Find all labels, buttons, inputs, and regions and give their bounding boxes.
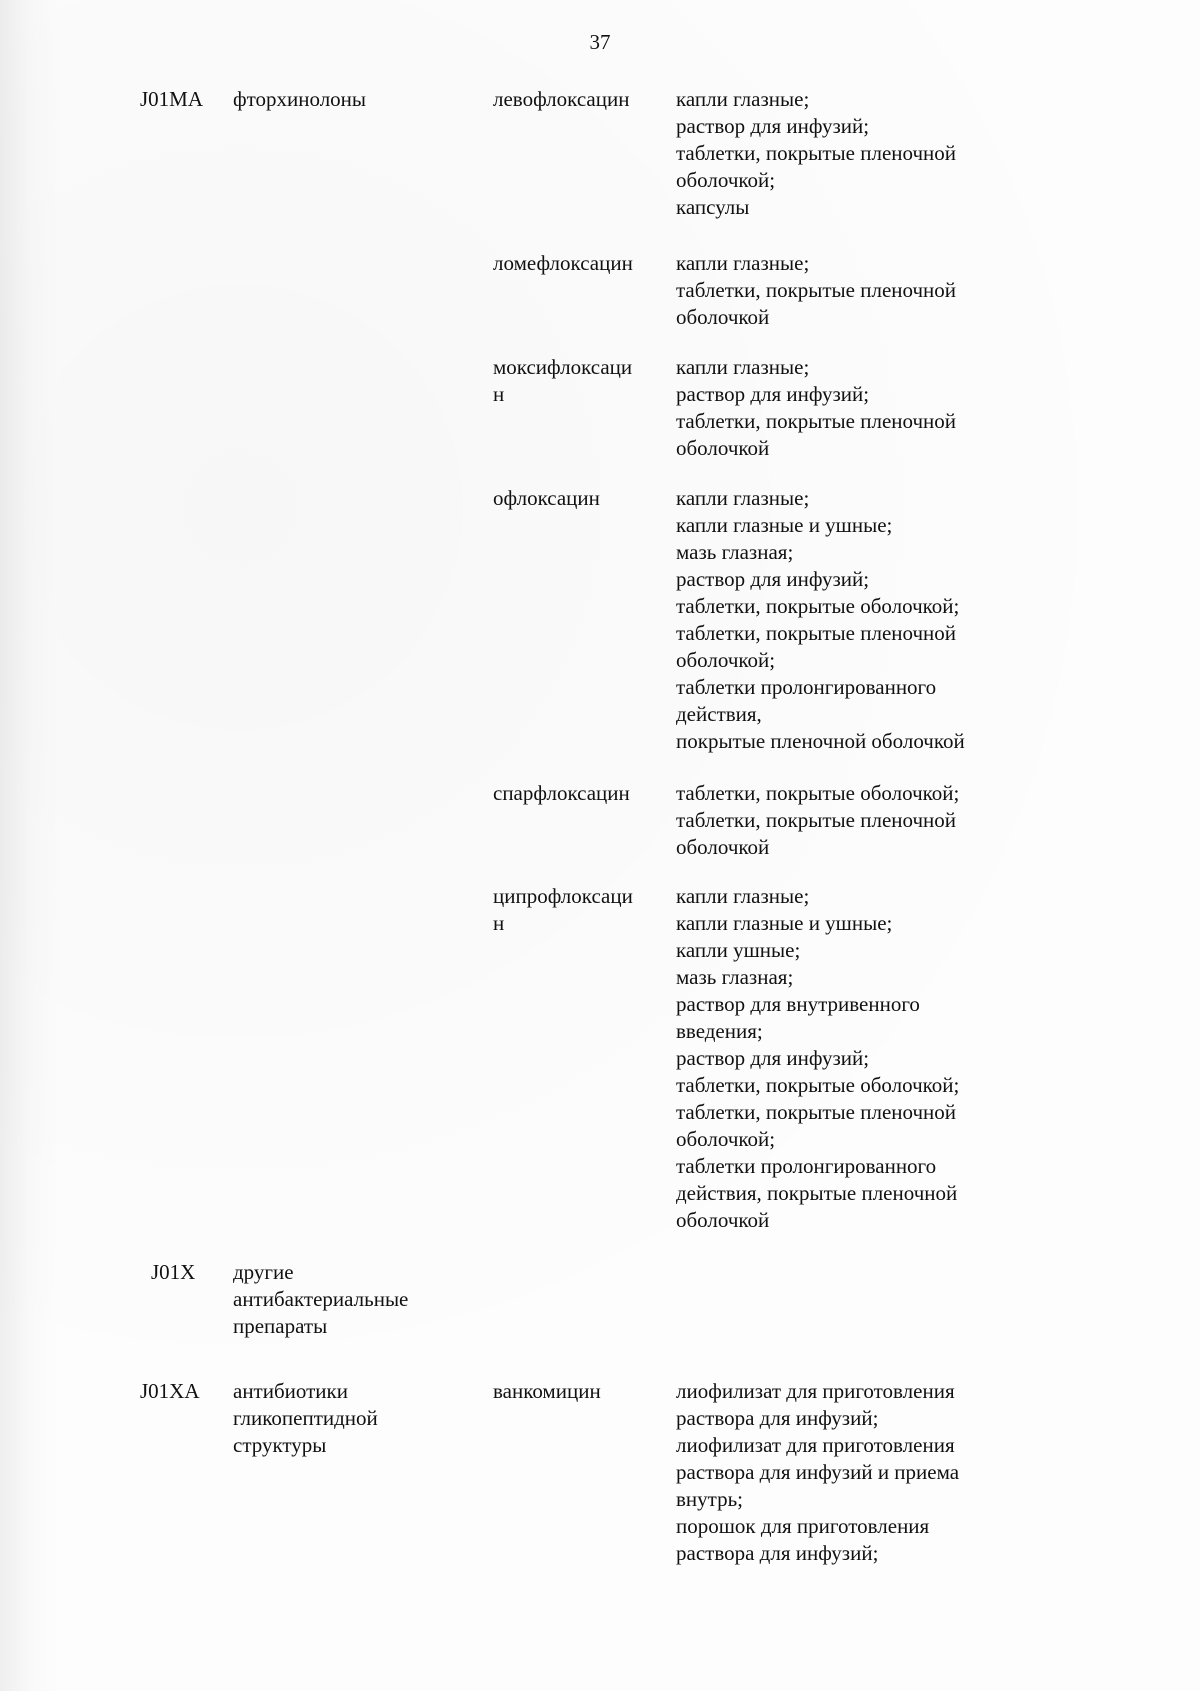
dosage-form-line: раствор для инфузий; <box>676 567 870 591</box>
substance-line: ванкомицин <box>493 1379 601 1403</box>
dosage-forms <box>676 485 1036 755</box>
dosage-form-line: оболочкой; <box>676 648 776 672</box>
substance-name <box>493 485 673 512</box>
dosage-form-line: таблетки, покрытые пленочной <box>676 278 957 302</box>
dosage-form-line: введения; <box>676 1019 763 1043</box>
dosage-form-line: капли глазные; <box>676 251 810 275</box>
substance-name <box>493 354 673 408</box>
dosage-form-line: таблетки, покрытые оболочкой; <box>676 1073 960 1097</box>
dosage-form-line: капли глазные; <box>676 486 810 510</box>
group-line: фторхинолоны <box>233 87 367 111</box>
atc-code: J01XA <box>140 1379 200 1403</box>
dosage-form-line: оболочкой <box>676 305 770 329</box>
dosage-form-line: оболочкой; <box>676 168 776 192</box>
page-number: 37 <box>589 30 611 54</box>
substance-name <box>493 250 673 277</box>
substance-line: ломефлоксацин <box>493 251 633 275</box>
dosage-form-line: оболочкой <box>676 835 770 859</box>
dosage-form-line: капли глазные; <box>676 87 810 111</box>
substance-line: ципрофлоксаци <box>493 884 633 908</box>
group-line: гликопептидной <box>233 1406 378 1430</box>
atc-group-name <box>233 1259 473 1340</box>
dosage-forms <box>676 86 1036 221</box>
substance-line: н <box>493 382 505 406</box>
dosage-forms <box>676 250 1036 331</box>
group-line: другие <box>233 1260 294 1284</box>
dosage-form-line: таблетки, покрытые оболочкой; <box>676 781 960 805</box>
group-line: антибактериальные <box>233 1287 409 1311</box>
dosage-form-line: действия, покрытые пленочной <box>676 1181 958 1205</box>
dosage-form-line: оболочкой; <box>676 1127 776 1151</box>
dosage-form-line: капли глазные; <box>676 355 810 379</box>
atc-code: J01X <box>151 1260 196 1284</box>
dosage-form-line: капли глазные; <box>676 884 810 908</box>
dosage-form-line: покрытые пленочной оболочкой <box>676 729 965 753</box>
dosage-form-line: таблетки, покрытые пленочной <box>676 141 957 165</box>
atc-group-name <box>233 1378 473 1459</box>
dosage-form-line: капли глазные и ушные; <box>676 911 893 935</box>
substance-line: моксифлоксаци <box>493 355 633 379</box>
substance-name <box>493 883 673 937</box>
substance-line: левофлоксацин <box>493 87 630 111</box>
dosage-form-line: капсулы <box>676 195 750 219</box>
group-line: антибиотики <box>233 1379 348 1403</box>
dosage-form-line: раствор для инфузий; <box>676 114 870 138</box>
group-line: препараты <box>233 1314 328 1338</box>
dosage-form-line: порошок для приготовления <box>676 1514 930 1538</box>
dosage-form-line: раствора для инфузий и приема <box>676 1460 960 1484</box>
dosage-form-line: внутрь; <box>676 1487 743 1511</box>
substance-line: офлоксацин <box>493 486 600 510</box>
atc-group-name <box>233 86 473 113</box>
dosage-form-line: лиофилизат для приготовления <box>676 1433 955 1457</box>
dosage-form-line: раствора для инфузий; <box>676 1406 879 1430</box>
dosage-form-line: действия, <box>676 702 762 726</box>
substance-name <box>493 1378 673 1405</box>
atc-code: J01MA <box>140 87 204 111</box>
substance-line: н <box>493 911 505 935</box>
dosage-form-line: мазь глазная; <box>676 965 794 989</box>
dosage-form-line: раствор для инфузий; <box>676 382 870 406</box>
dosage-form-line: таблетки, покрытые пленочной <box>676 621 957 645</box>
dosage-form-line: оболочкой <box>676 436 770 460</box>
dosage-form-line: раствор для инфузий; <box>676 1046 870 1070</box>
dosage-form-line: капли глазные и ушные; <box>676 513 893 537</box>
dosage-form-line: таблетки пролонгированного <box>676 675 937 699</box>
substance-name <box>493 86 673 113</box>
dosage-forms <box>676 780 1036 861</box>
dosage-form-line: таблетки пролонгированного <box>676 1154 937 1178</box>
dosage-forms <box>676 354 1036 462</box>
dosage-form-line: таблетки, покрытые оболочкой; <box>676 594 960 618</box>
substance-line: спарфлоксацин <box>493 781 630 805</box>
dosage-forms <box>676 1378 1036 1567</box>
substance-name <box>493 780 673 807</box>
dosage-form-line: таблетки, покрытые пленочной <box>676 409 957 433</box>
dosage-form-line: таблетки, покрытые пленочной <box>676 808 957 832</box>
dosage-forms <box>676 883 1036 1234</box>
dosage-form-line: капли ушные; <box>676 938 801 962</box>
dosage-form-line: раствора для инфузий; <box>676 1541 879 1565</box>
dosage-form-line: лиофилизат для приготовления <box>676 1379 955 1403</box>
dosage-form-line: раствор для внутривенного <box>676 992 920 1016</box>
group-line: структуры <box>233 1433 327 1457</box>
dosage-form-line: оболочкой <box>676 1208 770 1232</box>
dosage-form-line: мазь глазная; <box>676 540 794 564</box>
dosage-form-line: таблетки, покрытые пленочной <box>676 1100 957 1124</box>
